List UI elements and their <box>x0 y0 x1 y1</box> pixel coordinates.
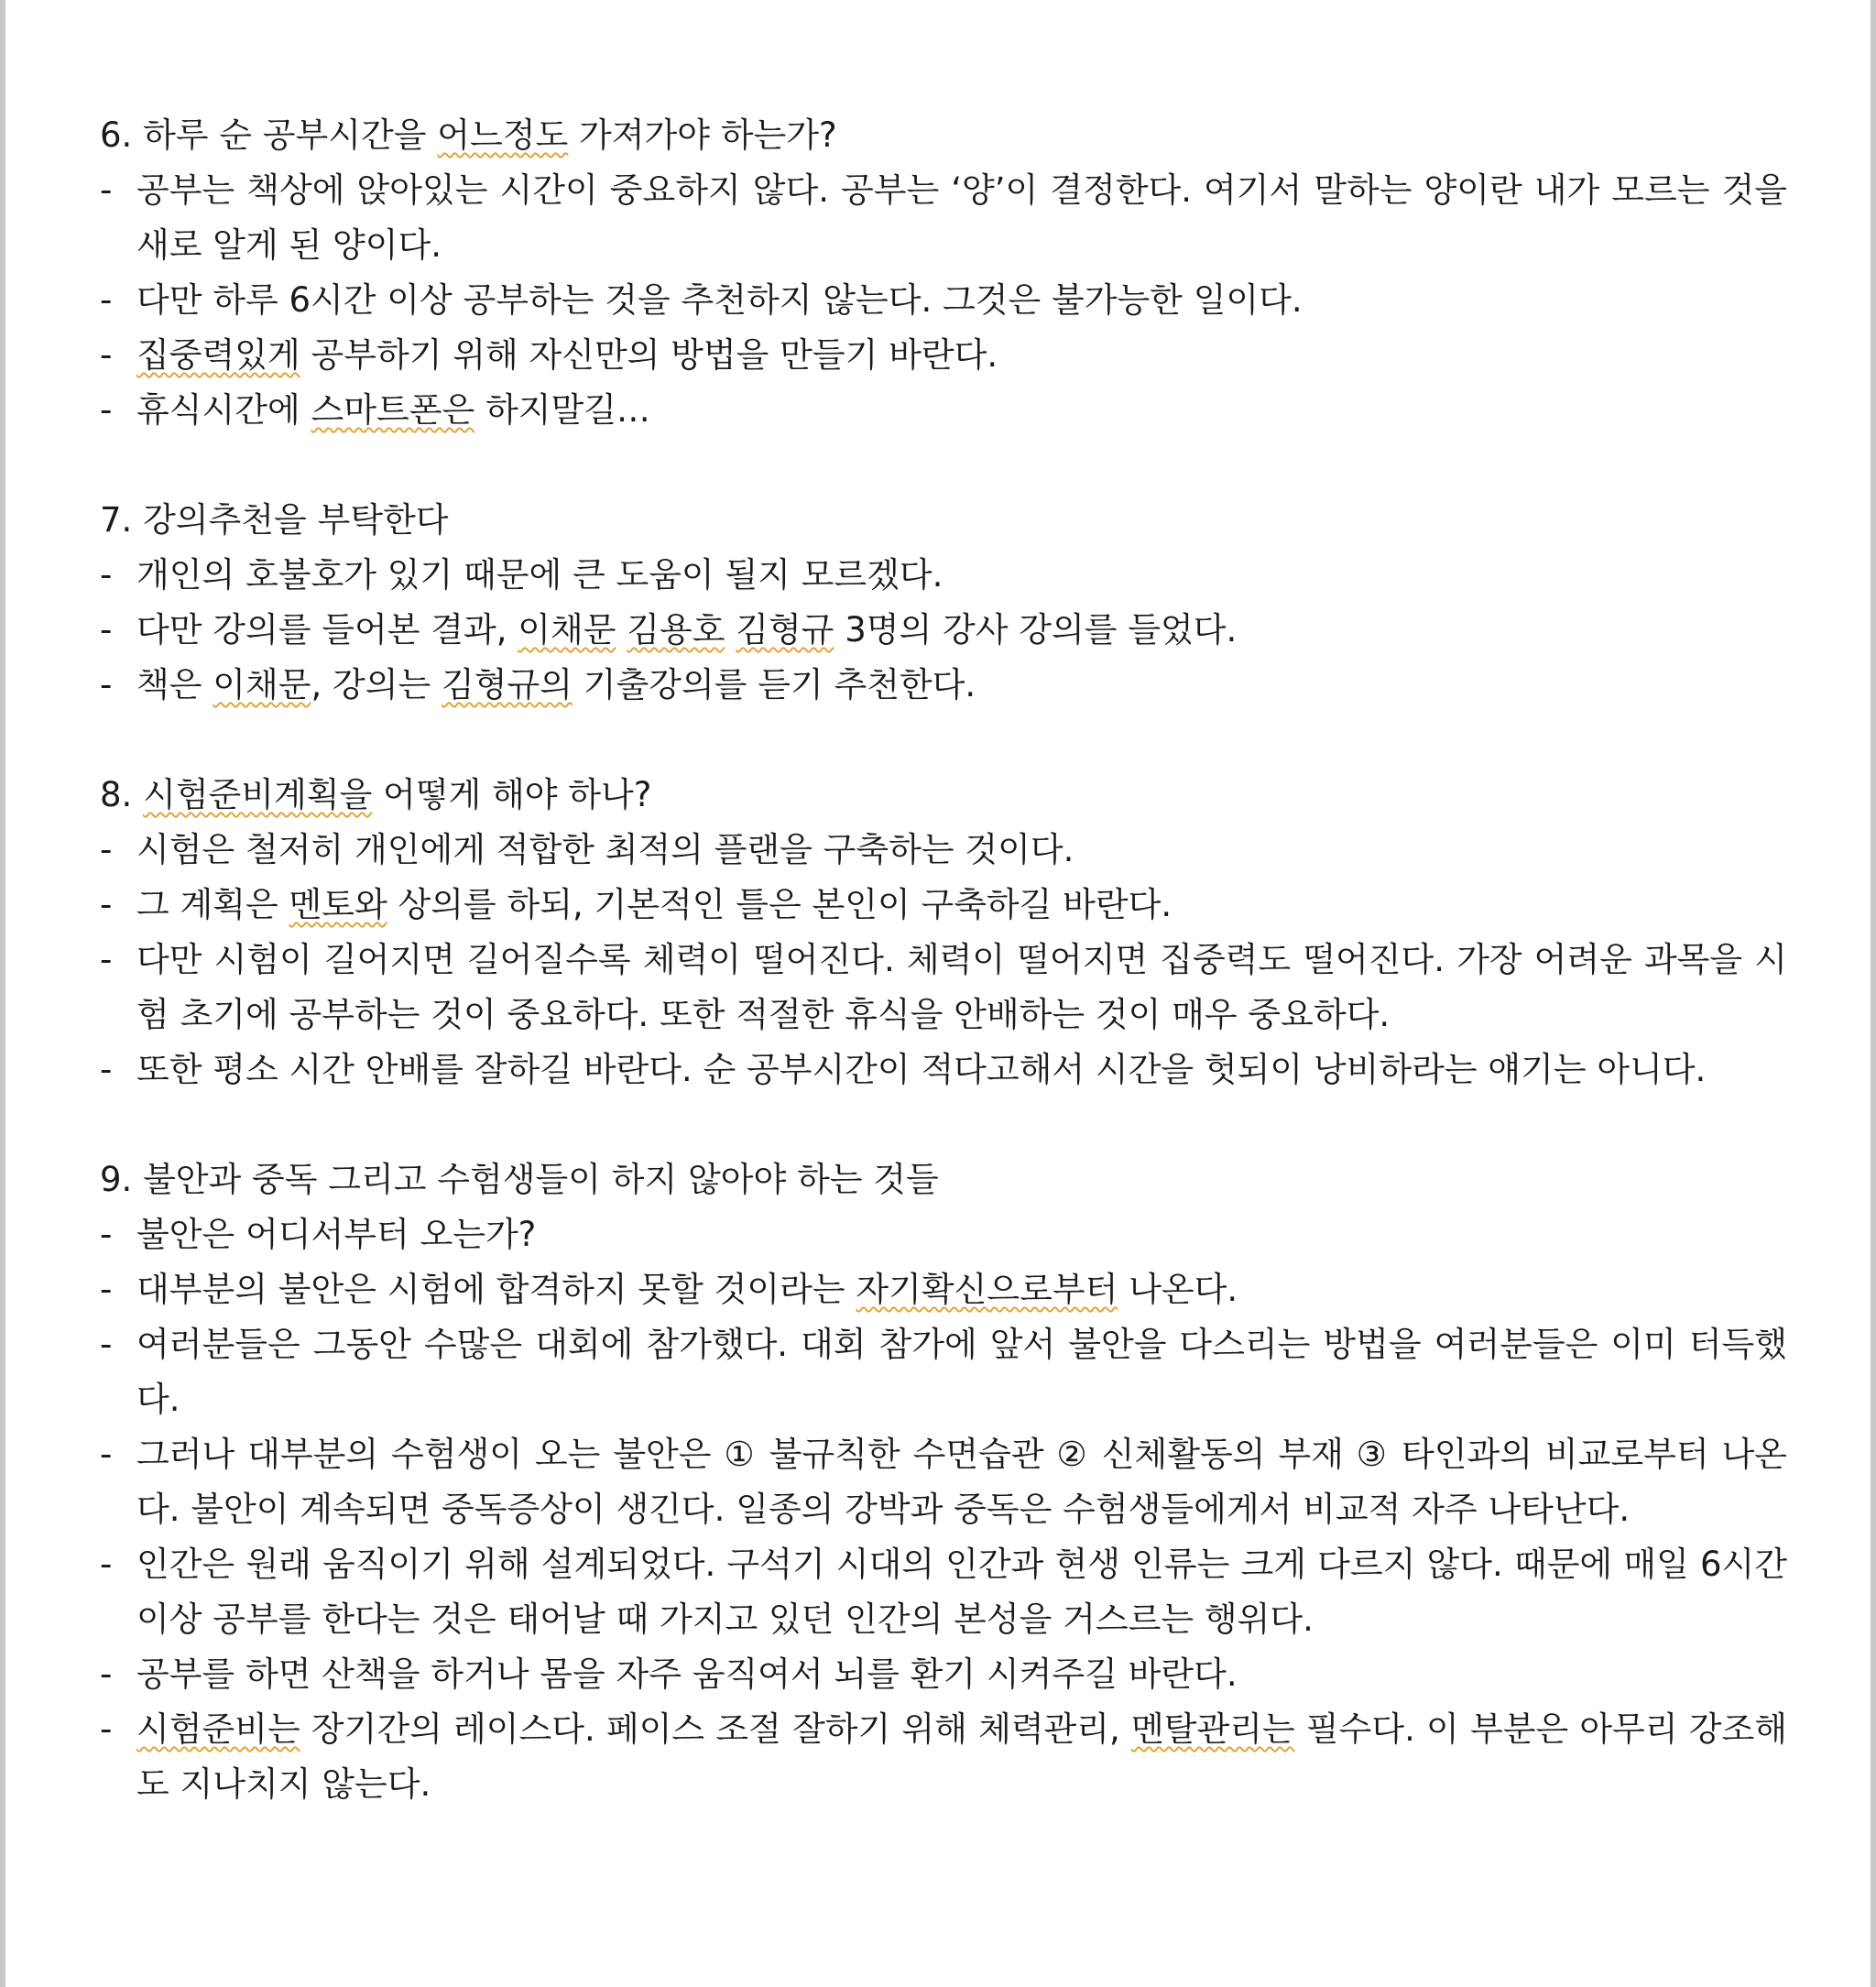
text-run: , 강의는 <box>311 665 442 704</box>
document-body <box>100 108 1787 1867</box>
dash-bullet: - <box>100 1654 113 1694</box>
dash-bullet: - <box>100 1709 113 1749</box>
spellcheck-flagged-word: 김형규의 <box>442 665 573 704</box>
dash-bullet: - <box>100 555 113 595</box>
dash-bullet: - <box>100 1215 113 1254</box>
list-item <box>100 1537 1787 1647</box>
text-run: 공부는 책상에 앉아있는 시간이 중요하지 않다. 공부는 ‘양’이 결정한다. 여기서 말하는 양이란 내가 모르는 것을 새로 알게 된 양이다. <box>136 170 1787 265</box>
dash-bullet: - <box>100 610 113 650</box>
spellcheck-flagged-word: 멘토와 <box>289 885 387 924</box>
text-run: 다만 강의를 들어본 결과, <box>136 610 518 650</box>
list-item <box>100 1427 1787 1537</box>
dash-bullet: - <box>100 335 113 375</box>
spellcheck-flagged-word: 스마트폰은 <box>311 390 475 430</box>
spellcheck-flagged-word: 시험준비는 <box>136 1709 300 1749</box>
text-run: 공부를 하면 산책을 하거나 몸을 자주 움직여서 뇌를 환기 시켜주길 바란다. <box>136 1654 1238 1694</box>
list-item <box>100 878 1787 933</box>
text-run: 필수다. 이 부분은 아무리 강조해도 지나치지 않는다. <box>136 1709 1787 1804</box>
dash-bullet: - <box>100 940 113 979</box>
list-item <box>100 1647 1787 1702</box>
text-run: 개인의 호불호가 있기 때문에 큰 도움이 될지 모르겠다. <box>136 555 943 595</box>
text-run: 여러분들은 그동안 수많은 대회에 참가했다. 대회 참가에 앞서 불안을 다스리는 방법을 여러분들은 이미 터득했다. <box>136 1325 1787 1419</box>
spellcheck-flagged-word: 이채문 <box>518 610 616 650</box>
list-item <box>100 1317 1787 1427</box>
dash-bullet: - <box>100 1270 113 1309</box>
text-run <box>616 610 627 650</box>
text-run: 상의를 하되, 기본적인 틀은 본인이 구축하길 바란다. <box>387 885 1172 924</box>
spellcheck-flagged-word: 이채문 <box>213 665 311 704</box>
text-run: 휴식시간에 <box>136 390 311 430</box>
list-item <box>100 933 1787 1043</box>
section <box>100 1152 1787 1812</box>
section-heading <box>100 1152 1787 1207</box>
dash-bullet: - <box>100 390 113 430</box>
dash-bullet: - <box>100 1325 113 1364</box>
section <box>100 108 1787 438</box>
spellcheck-flagged-word: 김용호 <box>627 610 725 650</box>
spellcheck-flagged-word: 어느정도 <box>437 115 569 155</box>
spellcheck-flagged-word: 집중력있게 <box>136 335 300 375</box>
dash-bullet: - <box>100 885 113 924</box>
dash-bullet: - <box>100 280 113 320</box>
text-run: 어떻게 해야 하나? <box>372 775 652 814</box>
dash-bullet: - <box>100 1545 113 1584</box>
section <box>100 493 1787 713</box>
section <box>100 768 1787 1097</box>
text-run: 시험은 철저히 개인에게 적합한 최적의 플랜을 구축하는 것이다. <box>136 830 1074 869</box>
text-run: 9. 불안과 중독 그리고 수험생들이 하지 않아야 하는 것들 <box>100 1160 939 1199</box>
section-heading <box>100 108 1787 163</box>
text-run <box>725 610 736 650</box>
list-item <box>100 823 1787 878</box>
list-item <box>100 1207 1787 1262</box>
text-run: 하지말길… <box>474 390 650 430</box>
text-run: 대부분의 불안은 시험에 합격하지 못할 것이라는 <box>136 1270 856 1309</box>
dash-bullet: - <box>100 1050 113 1089</box>
dash-bullet: - <box>100 830 113 869</box>
list-item <box>100 1702 1787 1812</box>
list-item <box>100 273 1787 328</box>
section-heading <box>100 493 1787 548</box>
spellcheck-flagged-word: 자기확신으로부터 <box>856 1270 1118 1309</box>
dash-bullet: - <box>100 665 113 704</box>
list-item <box>100 1262 1787 1317</box>
list-item <box>100 1043 1787 1097</box>
dash-bullet: - <box>100 170 113 210</box>
text-run: 그러나 대부분의 수험생이 오는 불안은 ① 불규칙한 수면습관 ② 신체활동의 부재 ③ 타인과의 비교로부터 나온다. 불안이 계속되면 중독증상이 생긴다. 일종의 강박과 중독은 수험생들에게서 비교적 자주 나타난다. <box>136 1435 1787 1529</box>
text-run: 그 계획은 <box>136 885 289 924</box>
spellcheck-flagged-word: 멘탈관리는 <box>1130 1709 1295 1749</box>
text-run: 7. 강의추천을 부탁한다 <box>100 500 449 540</box>
text-run: 3명의 강사 강의를 들었다. <box>834 610 1238 650</box>
text-run: 또한 평소 시간 안배를 잘하길 바란다. 순 공부시간이 적다고해서 시간을 헛되이 낭비하라는 얘기는 아니다. <box>136 1050 1707 1089</box>
text-run: 6. 하루 순 공부시간을 <box>100 115 438 155</box>
text-run: 8. <box>100 775 144 814</box>
text-run: 인간은 원래 움직이기 위해 설계되었다. 구석기 시대의 인간과 현생 인류는 크게 다르지 않다. 때문에 매일 6시간 이상 공부를 한다는 것은 태어날 때 가지고 있던 인간의 본성을 거스르는 행위다. <box>136 1545 1787 1639</box>
text-run: 기출강의를 듣기 추천한다. <box>572 665 976 704</box>
text-run: 불안은 어디서부터 오는가? <box>136 1215 537 1254</box>
list-item <box>100 328 1787 383</box>
text-run: 다만 하루 6시간 이상 공부하는 것을 추천하지 않는다. 그것은 불가능한 일이다. <box>136 280 1303 320</box>
spellcheck-flagged-word: 김형규 <box>736 610 834 650</box>
text-run: 나온다. <box>1118 1270 1238 1309</box>
dash-bullet: - <box>100 1435 113 1474</box>
text-run: 공부하기 위해 자신만의 방법을 만들기 바란다. <box>300 335 998 375</box>
list-item <box>100 163 1787 273</box>
list-item <box>100 603 1787 658</box>
text-run: 다만 시험이 길어지면 길어질수록 체력이 떨어진다. 체력이 떨어지면 집중력도 떨어진다. 가장 어려운 과목을 시험 초기에 공부하는 것이 중요하다. 또한 적절한 휴식을 안배하는 것이 매우 중요하다. <box>136 940 1787 1034</box>
text-run: 장기간의 레이스다. 페이스 조절 잘하기 위해 체력관리, <box>300 1709 1131 1749</box>
list-item <box>100 658 1787 713</box>
text-run: 가져가야 하는가? <box>568 115 837 155</box>
spellcheck-flagged-word: 시험준비계획을 <box>143 775 373 814</box>
section-heading <box>100 768 1787 823</box>
list-item <box>100 383 1787 438</box>
text-run: 책은 <box>136 665 213 704</box>
list-item <box>100 548 1787 603</box>
